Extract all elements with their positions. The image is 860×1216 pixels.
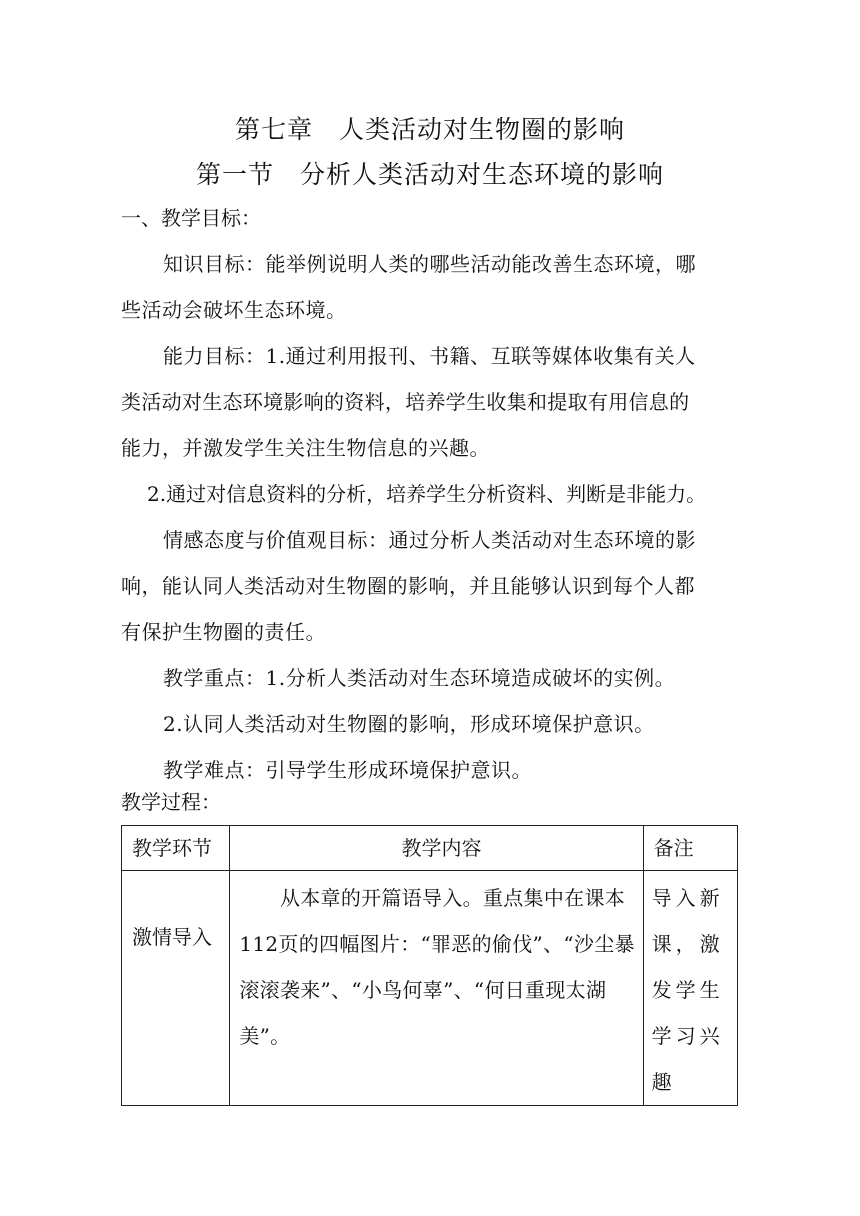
paragraph-knowledge-line2: 些活动会破坏生态环境。: [121, 298, 347, 322]
cell-note: [643, 871, 737, 1106]
chapter-title: 第七章 人类活动对生物圈的影响: [234, 115, 625, 144]
teaching-process-table: [121, 825, 738, 1106]
paragraph-key-points-2: 2.认同人类活动对生物圈的影响，形成环境保护意识。: [163, 712, 655, 736]
paragraph-emotion-line3: 有保护生物圈的责任。: [121, 620, 326, 644]
section-title: 第一节 分析人类活动对生态环境的影响: [195, 160, 664, 189]
paragraph-ability-2: 2.通过对信息资料的分析，培养学生分析资料、判断是非能力。: [147, 482, 707, 506]
paragraph-ability-line2: 类活动对生态环境影响的资料，培养学生收集和提取有用信息的: [121, 390, 690, 414]
table-row: [122, 871, 738, 1106]
header-stage: 教学环节: [122, 826, 230, 871]
paragraph-difficulty: 教学难点：引导学生形成环境保护意识。: [163, 758, 532, 782]
paragraph-emotion-line2: 响，能认同人类活动对生物圈的影响，并且能够认识到每个人都: [121, 574, 695, 598]
table-header-row: [122, 826, 738, 871]
heading-process: 教学过程：: [121, 790, 221, 814]
header-content: 教学内容: [230, 826, 643, 871]
cell-stage: [122, 871, 230, 1106]
cell-content: [230, 871, 643, 1106]
paragraph-knowledge-line1: 知识目标：能举例说明人类的哪些活动能改善生态环境，哪: [163, 252, 696, 276]
paragraph-ability-line1: 能力目标：1.通过利用报刊、书籍、互联等媒体收集有关人: [163, 344, 696, 368]
heading-objectives: 一、教学目标：: [121, 206, 261, 230]
content-text: 从本章的开篇语导入。重点集中在课本112页的四幅图片：“罪恶的偷伐”、“沙尘暴滚滚袭来”、“小鸟何辜”、“何日重现太湖美”。: [239, 886, 635, 1048]
paragraph-emotion-line1: 情感态度与价值观目标：通过分析人类活动对生态环境的影: [163, 528, 696, 552]
note-text: 导入新课，激发学生学习兴趣: [651, 886, 724, 1094]
header-note: 备注: [643, 826, 737, 871]
stage-text: 激情导入: [132, 925, 212, 949]
paragraph-ability-line3: 能力，并激发学生关注生物信息的兴趣。: [121, 436, 490, 460]
paragraph-key-points-1: 教学重点：1.分析人类活动对生态环境造成破坏的实例。: [163, 666, 676, 690]
